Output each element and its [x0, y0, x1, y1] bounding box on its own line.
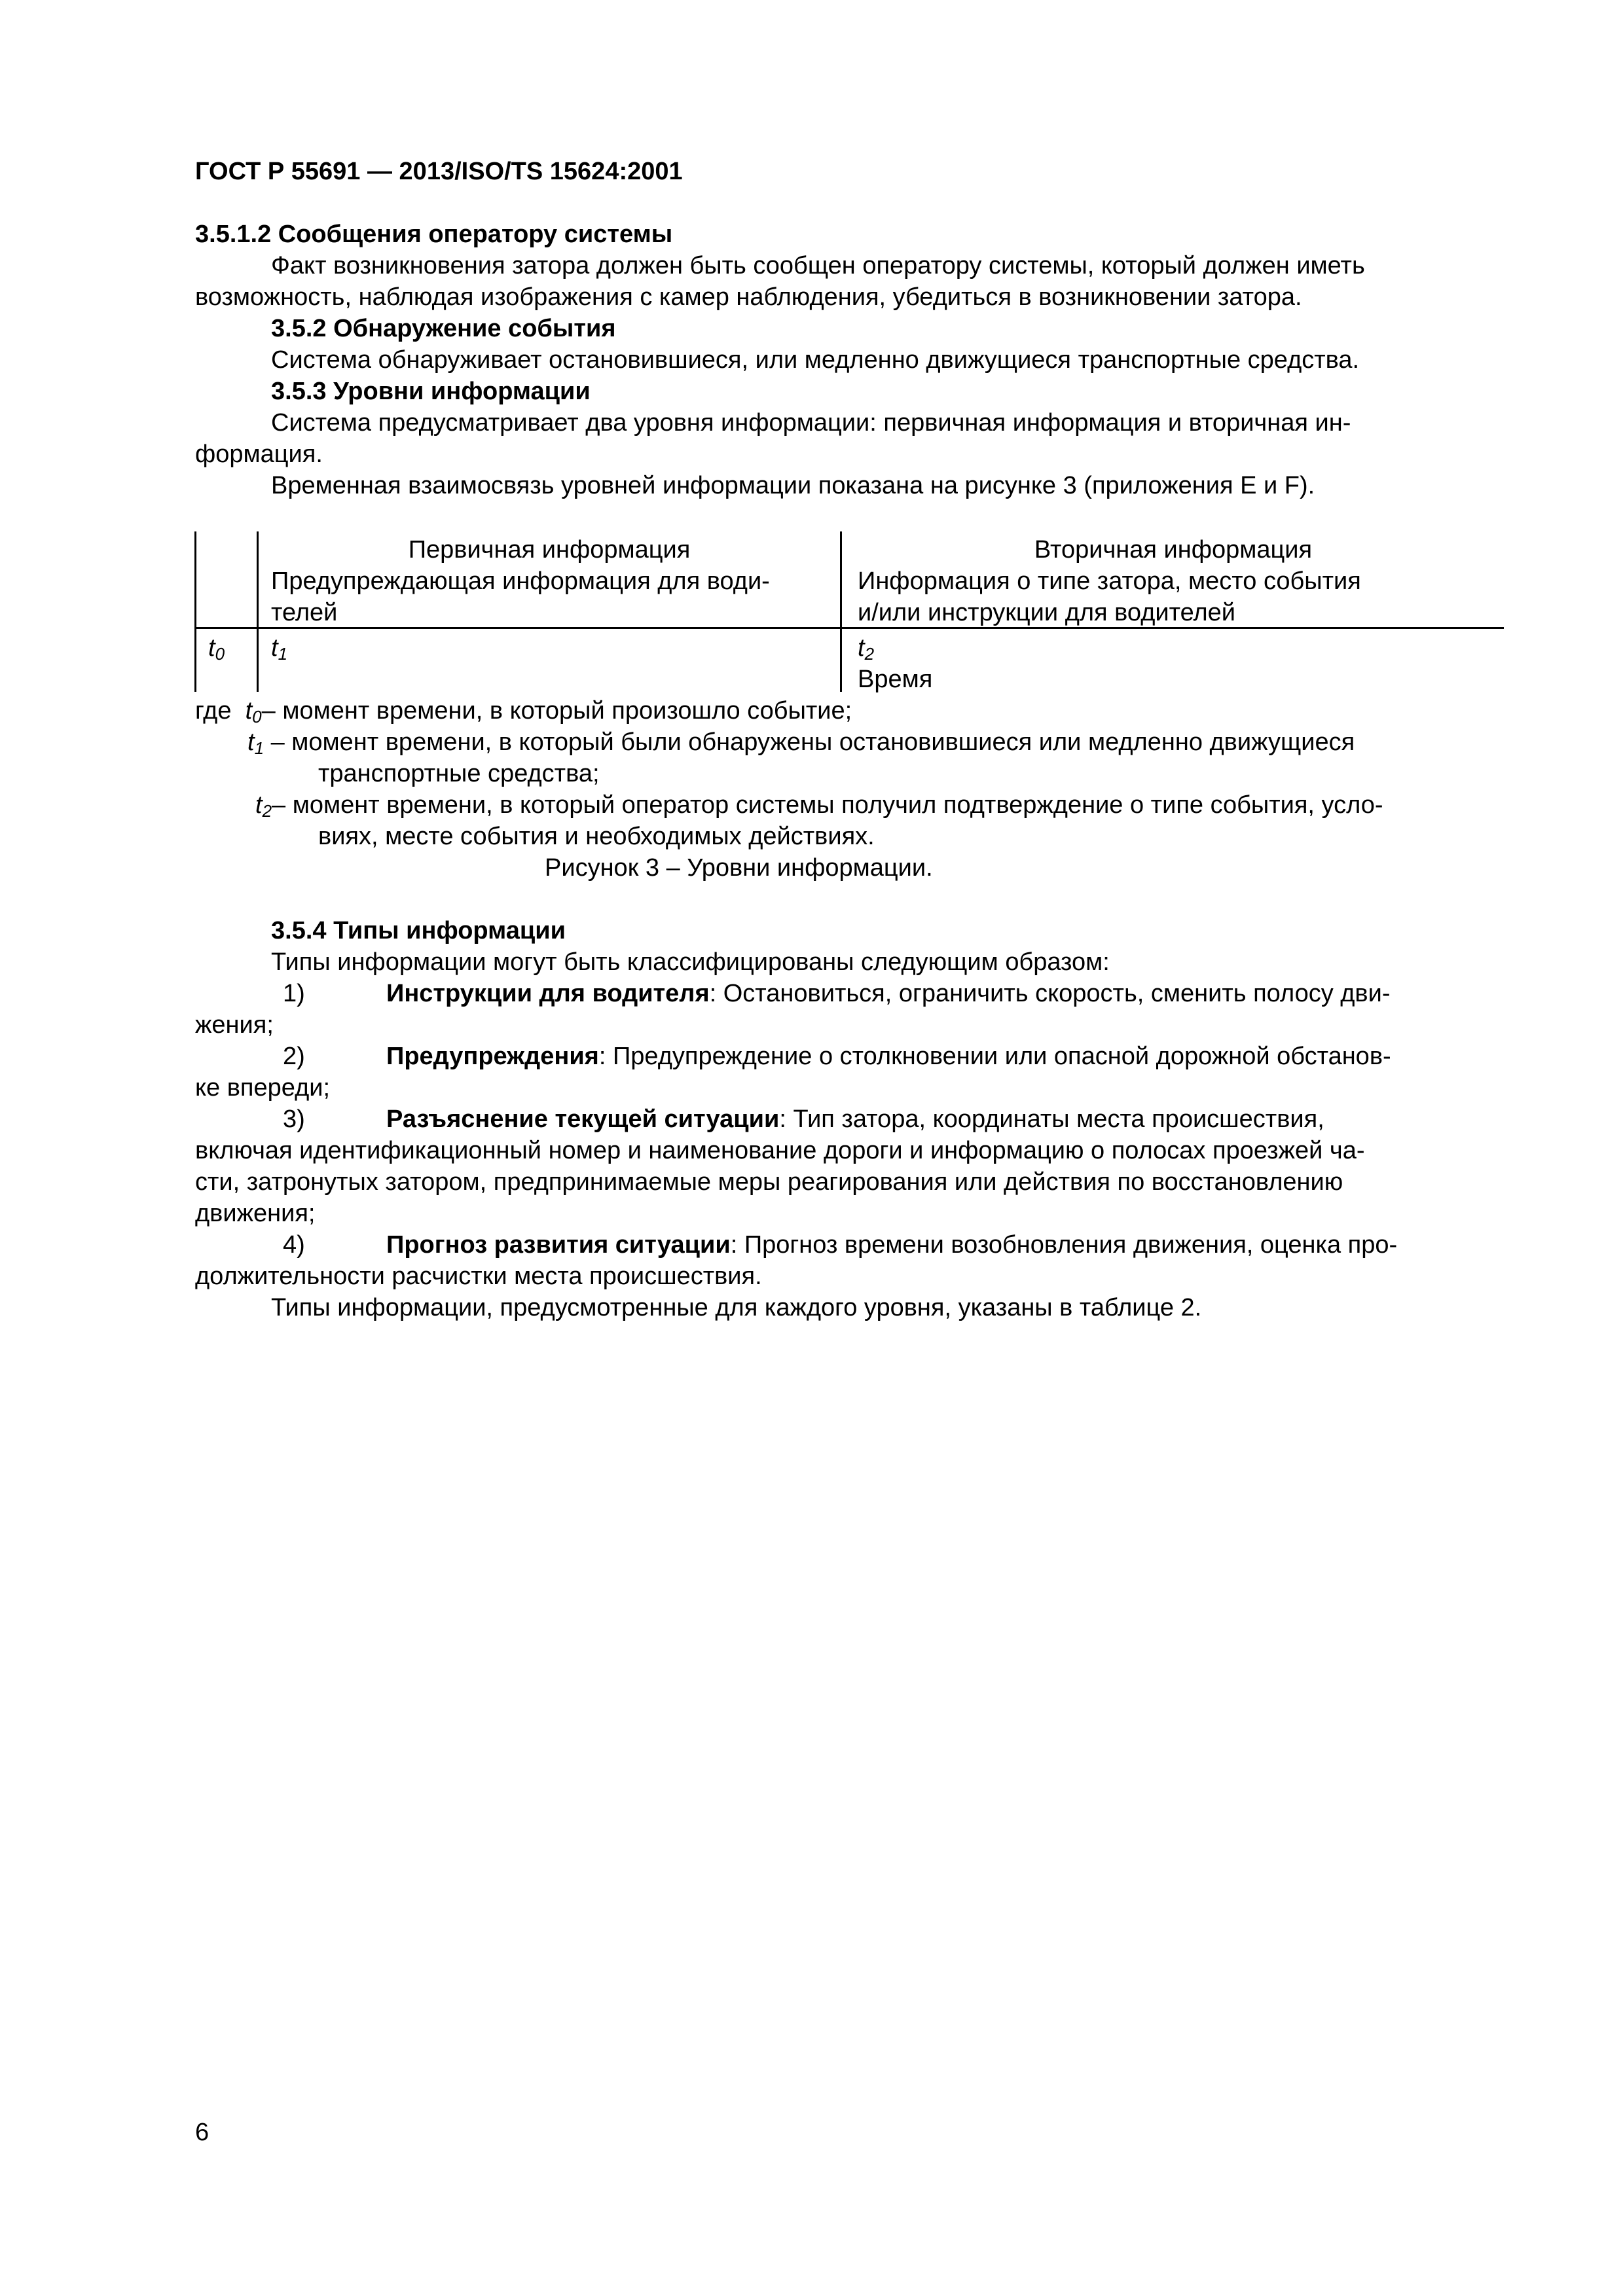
- primary-info-line: телей: [271, 599, 338, 626]
- heading-354: 3.5.4 Типы информации: [271, 917, 566, 944]
- paragraph-line: формация.: [195, 440, 323, 468]
- paragraph-line: Система обнаруживает остановившиеся, или медленно движущиеся транспортные средства.: [271, 346, 1360, 374]
- heading-3512: 3.5.1.2 Сообщения оператору системы: [195, 221, 673, 248]
- t1-divider: [257, 531, 259, 692]
- list-item-number: 1): [283, 980, 305, 1007]
- list-item: Инструкции для водителя: Остановиться, ограничить скорость, сменить полосу дви-: [386, 980, 1391, 1007]
- figure-caption: Рисунок 3 – Уровни информации.: [545, 854, 933, 882]
- time-label: Время: [858, 666, 933, 693]
- t2-divider: [840, 531, 842, 692]
- list-item: Прогноз развития ситуации: Прогноз времени возобновления движения, оценка про-: [386, 1231, 1398, 1259]
- page-number: 6: [195, 2119, 210, 2146]
- list-item: Предупреждения: Предупреждение о столкновении или опасной дорожной обстанов-: [386, 1043, 1391, 1070]
- paragraph-line: Типы информации, предусмотренные для каждого уровня, указаны в таблице 2.: [271, 1294, 1202, 1321]
- list-item: Разъяснение текущей ситуации: Тип затора, координаты места происшествия,: [386, 1105, 1324, 1133]
- legend-t2-cont: виях, месте события и необходимых действиях.: [318, 823, 875, 850]
- list-item-cont: должительности расчистки места происшествия.: [195, 1263, 762, 1290]
- heading-352: 3.5.2 Обнаружение события: [271, 315, 616, 342]
- time-axis: [194, 627, 1504, 629]
- legend-t1: $t_1$ – момент времени, в который были обнаружены остановившиеся или медленно движущиеся: [247, 728, 1355, 758]
- list-item-cont: включая идентификационный номер и наименование дороги и информацию о полосах проезжей ча-: [195, 1137, 1365, 1164]
- primary-info-title: Первичная информация: [408, 536, 691, 564]
- t2-marker: $t_2$: [858, 634, 875, 664]
- t1-marker: $t_1$: [271, 634, 288, 664]
- secondary-info-line: и/или инструкции для водителей: [858, 599, 1236, 626]
- list-item-cont: сти, затронутых затором, предпринимаемые меры реагирования или действия по восстановлению: [195, 1168, 1343, 1196]
- list-item-cont: ке впереди;: [195, 1074, 331, 1102]
- list-item-number: 2): [283, 1043, 305, 1070]
- paragraph-line: Система предусматривает два уровня информации: первичная информация и вторичная ин-: [271, 409, 1351, 437]
- paragraph-line: возможность, наблюдая изображения с камер наблюдения, убедиться в возникновении затора.: [195, 283, 1302, 311]
- paragraph-line: Типы информации могут быть классифицированы следующим образом:: [271, 948, 1110, 976]
- time-axis-left: [194, 531, 196, 692]
- paragraph-line: Факт возникновения затора должен быть сообщен оператору системы, который должен иметь: [271, 252, 1365, 279]
- secondary-info-title: Вторичная информация: [1034, 536, 1313, 564]
- legend-t0: где $t_0-$ момент времени, в который произошло событие;: [195, 697, 852, 726]
- paragraph-line: Временная взаимосвязь уровней информации показана на рисунке 3 (приложения E и F).: [271, 472, 1315, 499]
- list-item-cont: жения;: [195, 1011, 274, 1039]
- primary-info-line: Предупреждающая информация для води-: [271, 567, 770, 595]
- standard-header: ГОСТ Р 55691 — 2013/ISO/TS 15624:2001: [195, 158, 683, 185]
- list-item-number: 4): [283, 1231, 305, 1259]
- list-item-cont: движения;: [195, 1200, 316, 1227]
- heading-353: 3.5.3 Уровни информации: [271, 378, 591, 405]
- list-item-number: 3): [283, 1105, 305, 1133]
- secondary-info-line: Информация о типе затора, место события: [858, 567, 1361, 595]
- legend-t1-cont: транспортные средства;: [318, 760, 600, 787]
- legend-t2: $t_2-$ момент времени, в который оператор системы получил подтверждение о типе события, усло-: [255, 791, 1383, 821]
- t0-marker: $t_0$: [208, 634, 225, 664]
